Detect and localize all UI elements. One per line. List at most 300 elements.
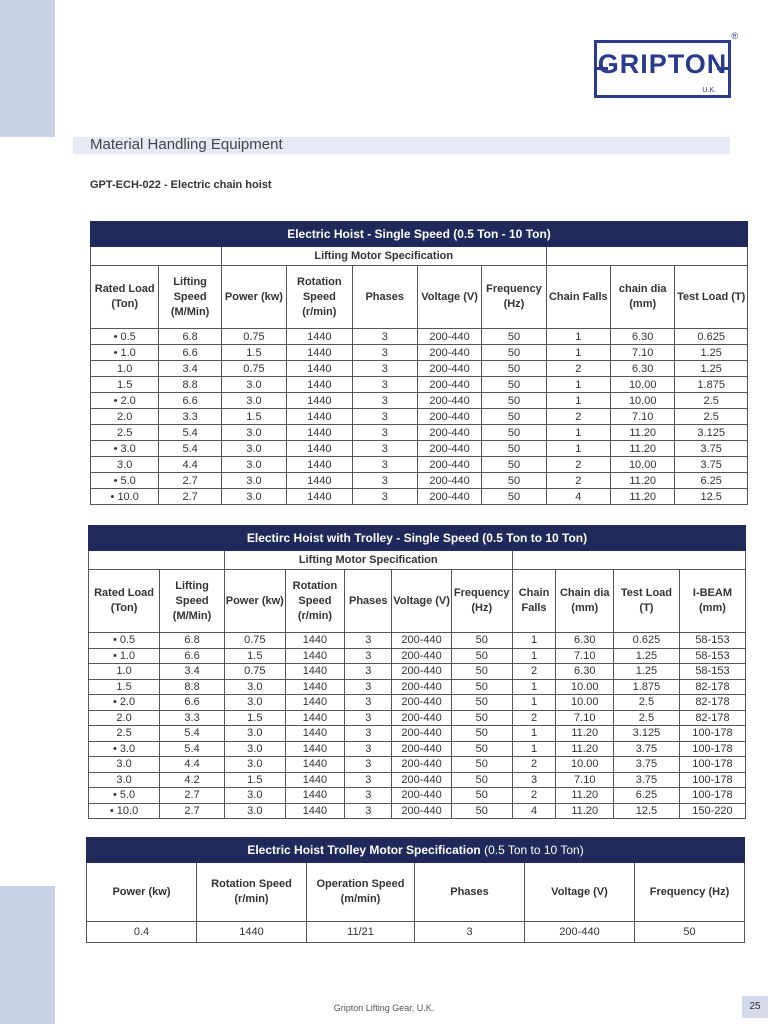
table-cell: 3 bbox=[345, 788, 392, 804]
column-header: Chain dia (mm) bbox=[556, 570, 614, 633]
page-number: 25 bbox=[742, 996, 768, 1018]
table-cell: 3.75 bbox=[675, 441, 748, 457]
table-cell: 200-440 bbox=[392, 679, 452, 695]
column-header: Rated Load (Ton) bbox=[89, 570, 160, 633]
table-cell: 6.25 bbox=[675, 473, 748, 489]
table-row bbox=[89, 726, 746, 742]
table-cell: 3.0 bbox=[224, 695, 285, 711]
table-cell: 0.75 bbox=[221, 361, 286, 377]
table-cell: 4 bbox=[546, 489, 610, 505]
table-cell: 2 bbox=[512, 757, 556, 773]
table-row bbox=[89, 710, 746, 726]
table-cell: 3 bbox=[352, 393, 417, 409]
table-row bbox=[91, 441, 748, 457]
table-cell: 5.4 bbox=[159, 425, 221, 441]
table-cell: 1.0 bbox=[89, 664, 160, 680]
table-cell: 1440 bbox=[285, 633, 345, 649]
table-cell: 1440 bbox=[287, 329, 352, 345]
table-cell: 4.4 bbox=[159, 457, 221, 473]
table-cell: 3.0 bbox=[89, 757, 160, 773]
column-header: Rotation Speed (r/min) bbox=[287, 266, 352, 329]
table-cell: 3 bbox=[345, 648, 392, 664]
table-cell: 200-440 bbox=[417, 473, 481, 489]
table-cell: 3.4 bbox=[159, 361, 221, 377]
table-cell: 200-440 bbox=[392, 741, 452, 757]
table-cell: 50 bbox=[482, 441, 546, 457]
table-cell: 5.4 bbox=[159, 441, 221, 457]
table-cell: 50 bbox=[451, 741, 512, 757]
column-header: I-BEAM (mm) bbox=[679, 570, 745, 633]
gripton-logo bbox=[594, 31, 738, 98]
column-header: Rated Load (Ton) bbox=[91, 266, 159, 329]
table-cell: 4.2 bbox=[160, 772, 225, 788]
table-cell: 200-440 bbox=[417, 393, 481, 409]
table-cell: • 1.0 bbox=[91, 345, 159, 361]
table-cell: 50 bbox=[451, 726, 512, 742]
table-cell: 6.6 bbox=[160, 695, 225, 711]
table-cell: 11.20 bbox=[611, 489, 675, 505]
table-cell: 1 bbox=[512, 726, 556, 742]
table-cell: 82-178 bbox=[679, 679, 745, 695]
table-cell: 2.7 bbox=[159, 489, 221, 505]
table-cell: 3.0 bbox=[224, 757, 285, 773]
table-cell: 3.75 bbox=[614, 757, 680, 773]
table-cell: 1.5 bbox=[224, 710, 285, 726]
table-cell: 7.10 bbox=[556, 772, 614, 788]
table-cell: • 2.0 bbox=[89, 695, 160, 711]
column-header: Test Load (T) bbox=[614, 570, 680, 633]
table-cell: 50 bbox=[451, 803, 512, 819]
column-header: Frequency (Hz) bbox=[451, 570, 512, 633]
logo-brand: GRIPTON bbox=[597, 49, 728, 79]
table-cell: 6.6 bbox=[159, 393, 221, 409]
table-cell: 2.5 bbox=[614, 710, 680, 726]
table-cell: 1.5 bbox=[91, 377, 159, 393]
table-cell: 3.3 bbox=[160, 710, 225, 726]
side-accent-top bbox=[0, 0, 55, 137]
table-cell: 1440 bbox=[287, 393, 352, 409]
table-cell: 1 bbox=[546, 441, 610, 457]
table-cell: 50 bbox=[451, 633, 512, 649]
table-cell: 200-440 bbox=[525, 922, 635, 943]
table-cell: 2 bbox=[546, 361, 610, 377]
table-cell: 3 bbox=[352, 329, 417, 345]
table-cell: 3.0 bbox=[221, 441, 286, 457]
table-cell: 1 bbox=[512, 695, 556, 711]
table-cell: 150-220 bbox=[679, 803, 745, 819]
table-cell: • 0.5 bbox=[89, 633, 160, 649]
table-cell: 11.20 bbox=[556, 803, 614, 819]
table-cell: 1.25 bbox=[614, 664, 680, 680]
table-cell: 200-440 bbox=[417, 329, 481, 345]
table-cell: 7.10 bbox=[611, 345, 675, 361]
table-cell: 100-178 bbox=[679, 757, 745, 773]
table-cell: 4 bbox=[512, 803, 556, 819]
table-cell: 3 bbox=[345, 710, 392, 726]
table-row bbox=[91, 489, 748, 505]
table-cell: 6.30 bbox=[556, 664, 614, 680]
single-speed-table bbox=[90, 221, 748, 505]
table-cell: 200-440 bbox=[417, 377, 481, 393]
spec-label: Lifting Motor Specification bbox=[224, 551, 512, 570]
table-cell: 0.625 bbox=[675, 329, 748, 345]
column-header: Power (kw) bbox=[87, 863, 197, 922]
table-cell: 50 bbox=[451, 710, 512, 726]
table-cell: 11.20 bbox=[611, 425, 675, 441]
table-title-main: Electric Hoist Trolley Motor Specification bbox=[247, 842, 481, 857]
table-cell: 3 bbox=[352, 441, 417, 457]
column-header: chain dia (mm) bbox=[611, 266, 675, 329]
table-cell: 3.0 bbox=[224, 741, 285, 757]
table-cell: 1 bbox=[546, 425, 610, 441]
table-cell: 1440 bbox=[285, 772, 345, 788]
table-cell: 2 bbox=[512, 664, 556, 680]
table-cell: 1 bbox=[512, 633, 556, 649]
table-cell: 200-440 bbox=[417, 441, 481, 457]
table-cell: 1 bbox=[512, 679, 556, 695]
table-cell: 58-153 bbox=[679, 633, 745, 649]
table-cell: 50 bbox=[451, 772, 512, 788]
column-header: Power (kw) bbox=[221, 266, 286, 329]
table-cell: 0.75 bbox=[224, 664, 285, 680]
table-cell: • 1.0 bbox=[89, 648, 160, 664]
table-cell: 50 bbox=[451, 679, 512, 695]
table-row bbox=[89, 741, 746, 757]
table-cell: 50 bbox=[482, 489, 546, 505]
table-cell: 1 bbox=[546, 393, 610, 409]
table-cell: 2 bbox=[546, 409, 610, 425]
table-cell: 3 bbox=[345, 772, 392, 788]
trolley-table bbox=[88, 525, 746, 819]
table-cell: 6.30 bbox=[611, 329, 675, 345]
table-row bbox=[89, 788, 746, 804]
table-cell: 11.20 bbox=[556, 726, 614, 742]
table-cell: 200-440 bbox=[392, 710, 452, 726]
table-cell: 10.00 bbox=[611, 393, 675, 409]
table-cell: 3 bbox=[352, 473, 417, 489]
table-row bbox=[89, 648, 746, 664]
table-cell: • 5.0 bbox=[89, 788, 160, 804]
table-cell: 1 bbox=[546, 377, 610, 393]
table-cell: 1.25 bbox=[675, 345, 748, 361]
column-header: Lifting Speed (M/Min) bbox=[160, 570, 225, 633]
footer-text: Gripton Lifting Gear, U.K. bbox=[333, 1003, 435, 1013]
table-cell: 1440 bbox=[197, 922, 307, 943]
section-title: Material Handling Equipment bbox=[90, 136, 283, 153]
table-row bbox=[91, 361, 748, 377]
product-code: GPT-ECH-022 - Electric chain hoist bbox=[90, 179, 272, 191]
table-cell: 11.20 bbox=[611, 473, 675, 489]
table-row bbox=[89, 664, 746, 680]
table-cell: 200-440 bbox=[392, 788, 452, 804]
table-cell: 2.7 bbox=[160, 788, 225, 804]
table-cell: 7.10 bbox=[611, 409, 675, 425]
table-cell: 3.0 bbox=[89, 772, 160, 788]
table-cell: 1 bbox=[512, 741, 556, 757]
table-row bbox=[87, 922, 745, 943]
table-cell: 1440 bbox=[287, 409, 352, 425]
table-cell: 3 bbox=[352, 377, 417, 393]
table-cell: 3.3 bbox=[159, 409, 221, 425]
table-cell: 1.25 bbox=[675, 361, 748, 377]
table-title: Electric Hoist - Single Speed (0.5 Ton - 10 Ton) bbox=[91, 222, 748, 247]
table-cell: 6.6 bbox=[160, 648, 225, 664]
table-cell: 50 bbox=[482, 361, 546, 377]
table-cell: 200-440 bbox=[392, 664, 452, 680]
table-cell: 3 bbox=[352, 345, 417, 361]
table-cell: 3.125 bbox=[614, 726, 680, 742]
table-cell: 8.8 bbox=[159, 377, 221, 393]
table-cell: 1440 bbox=[285, 710, 345, 726]
table-cell: 3.75 bbox=[614, 772, 680, 788]
table-cell: • 10.0 bbox=[91, 489, 159, 505]
table-cell: 6.30 bbox=[611, 361, 675, 377]
column-header: Voltage (V) bbox=[417, 266, 481, 329]
table-cell: 1440 bbox=[287, 457, 352, 473]
table-cell: 2.5 bbox=[614, 695, 680, 711]
table-cell: 100-178 bbox=[679, 772, 745, 788]
table-cell: 1.5 bbox=[221, 409, 286, 425]
logo-registered: ® bbox=[731, 31, 738, 41]
table-cell: • 0.5 bbox=[91, 329, 159, 345]
logo-sub: U.K. bbox=[702, 87, 716, 94]
table-cell: 50 bbox=[482, 457, 546, 473]
table-cell: 2.5 bbox=[675, 393, 748, 409]
table-cell: 1440 bbox=[285, 664, 345, 680]
table-cell: 12.5 bbox=[614, 803, 680, 819]
table-cell: 3 bbox=[345, 679, 392, 695]
table-cell: 50 bbox=[482, 425, 546, 441]
table-cell: 1440 bbox=[287, 361, 352, 377]
table-cell: 200-440 bbox=[392, 803, 452, 819]
table-row bbox=[91, 393, 748, 409]
table-row bbox=[89, 633, 746, 649]
table-cell: 5.4 bbox=[160, 726, 225, 742]
table-cell: 1 bbox=[512, 648, 556, 664]
table-cell: 11.20 bbox=[556, 788, 614, 804]
table-cell: 100-178 bbox=[679, 788, 745, 804]
table-cell: 3 bbox=[345, 664, 392, 680]
table-cell: 1440 bbox=[287, 377, 352, 393]
table-cell: 50 bbox=[451, 664, 512, 680]
table-cell: 6.6 bbox=[159, 345, 221, 361]
table-row bbox=[89, 757, 746, 773]
table-cell: 2.5 bbox=[675, 409, 748, 425]
table-cell: • 3.0 bbox=[91, 441, 159, 457]
table-cell: 1.0 bbox=[91, 361, 159, 377]
table-cell: 3.0 bbox=[221, 393, 286, 409]
table-cell: 200-440 bbox=[392, 772, 452, 788]
table-cell: 1440 bbox=[285, 803, 345, 819]
table-cell: • 5.0 bbox=[91, 473, 159, 489]
table-cell: 58-153 bbox=[679, 648, 745, 664]
table-cell: 10.00 bbox=[556, 679, 614, 695]
table-header-row bbox=[87, 863, 745, 922]
table-header-row bbox=[91, 266, 748, 329]
table-cell: • 3.0 bbox=[89, 741, 160, 757]
table-cell: 2.0 bbox=[91, 409, 159, 425]
table-cell: 1440 bbox=[285, 679, 345, 695]
table-cell: 6.8 bbox=[159, 329, 221, 345]
table-cell: 3.0 bbox=[224, 803, 285, 819]
table-cell: 3 bbox=[345, 741, 392, 757]
table-cell: 1440 bbox=[285, 695, 345, 711]
table-cell: 8.8 bbox=[160, 679, 225, 695]
table-cell: 1.875 bbox=[675, 377, 748, 393]
table-cell: 6.25 bbox=[614, 788, 680, 804]
table-cell: 200-440 bbox=[392, 648, 452, 664]
table-cell: 1440 bbox=[287, 345, 352, 361]
column-header: Chain Falls bbox=[512, 570, 556, 633]
table-cell: 1440 bbox=[287, 473, 352, 489]
table-cell: 3.4 bbox=[160, 664, 225, 680]
table-cell: 3.0 bbox=[91, 457, 159, 473]
table-cell: 3.0 bbox=[224, 726, 285, 742]
table-row bbox=[91, 409, 748, 425]
table-title-range: (0.5 Ton to 10 Ton) bbox=[480, 842, 584, 857]
table-cell: 12.5 bbox=[675, 489, 748, 505]
table-cell: 200-440 bbox=[417, 425, 481, 441]
table-title: Electirc Hoist with Trolley - Single Speed (0.5 Ton to 10 Ton) bbox=[89, 526, 746, 551]
table-cell: 3 bbox=[352, 425, 417, 441]
table-cell: 2.5 bbox=[91, 425, 159, 441]
section-header bbox=[73, 137, 730, 154]
table-cell: 1440 bbox=[285, 788, 345, 804]
table-row bbox=[91, 473, 748, 489]
table-cell: 1.5 bbox=[221, 345, 286, 361]
table-cell: 3 bbox=[345, 695, 392, 711]
column-header: Rotation Speed (r/min) bbox=[285, 570, 345, 633]
table-cell: 3.0 bbox=[221, 377, 286, 393]
table-row bbox=[91, 329, 748, 345]
table-cell: 1440 bbox=[285, 741, 345, 757]
table-cell: 200-440 bbox=[417, 457, 481, 473]
table-row bbox=[89, 803, 746, 819]
table-cell: 50 bbox=[635, 922, 745, 943]
table-cell: 3 bbox=[352, 409, 417, 425]
table-row bbox=[89, 772, 746, 788]
column-header: Test Load (T) bbox=[675, 266, 748, 329]
table-cell: 10.00 bbox=[611, 457, 675, 473]
table-cell: 1440 bbox=[285, 757, 345, 773]
table-cell: 200-440 bbox=[417, 345, 481, 361]
table-cell: 200-440 bbox=[392, 695, 452, 711]
table-row bbox=[91, 457, 748, 473]
table-cell: 3 bbox=[345, 633, 392, 649]
column-header: Power (kw) bbox=[224, 570, 285, 633]
column-header: Phases bbox=[415, 863, 525, 922]
table-cell: 50 bbox=[482, 409, 546, 425]
table-cell: 3 bbox=[352, 457, 417, 473]
column-header: Operation Speed (m/min) bbox=[307, 863, 415, 922]
table-row bbox=[89, 679, 746, 695]
table-cell: 2.7 bbox=[159, 473, 221, 489]
table-cell: 3 bbox=[345, 757, 392, 773]
table-cell: 3.0 bbox=[224, 679, 285, 695]
table-cell: 3.125 bbox=[675, 425, 748, 441]
table-cell: 58-153 bbox=[679, 664, 745, 680]
table-cell: 4.4 bbox=[160, 757, 225, 773]
column-header: Phases bbox=[345, 570, 392, 633]
column-header: Rotation Speed (r/min) bbox=[197, 863, 307, 922]
table-row bbox=[91, 425, 748, 441]
table-cell: 82-178 bbox=[679, 710, 745, 726]
table-cell: 6.8 bbox=[160, 633, 225, 649]
column-header: Lifting Speed (M/Min) bbox=[159, 266, 221, 329]
table-cell: 0.625 bbox=[614, 633, 680, 649]
column-header: Voltage (V) bbox=[525, 863, 635, 922]
table-cell: 200-440 bbox=[417, 361, 481, 377]
table-title bbox=[87, 838, 745, 863]
table-cell: 11/21 bbox=[307, 922, 415, 943]
table-cell: 1.875 bbox=[614, 679, 680, 695]
table-cell: 3 bbox=[345, 726, 392, 742]
table-cell: 200-440 bbox=[417, 409, 481, 425]
column-header: Chain Falls bbox=[546, 266, 610, 329]
table-cell: 1.5 bbox=[89, 679, 160, 695]
table-cell: 50 bbox=[482, 345, 546, 361]
table-cell: 0.4 bbox=[87, 922, 197, 943]
table-cell: 82-178 bbox=[679, 695, 745, 711]
table-cell: 2.5 bbox=[89, 726, 160, 742]
table-row bbox=[91, 345, 748, 361]
table-cell: 3 bbox=[352, 489, 417, 505]
table-cell: 50 bbox=[482, 473, 546, 489]
table-cell: 3.0 bbox=[221, 457, 286, 473]
table-cell: 1 bbox=[546, 345, 610, 361]
table-cell: 10.00 bbox=[556, 757, 614, 773]
table-cell: 1440 bbox=[285, 726, 345, 742]
table-cell: • 10.0 bbox=[89, 803, 160, 819]
table-cell: 50 bbox=[482, 329, 546, 345]
table-cell: 1.25 bbox=[614, 648, 680, 664]
table-cell: 5.4 bbox=[160, 741, 225, 757]
table-cell: 50 bbox=[451, 788, 512, 804]
table-cell: 2 bbox=[546, 473, 610, 489]
column-header: Frequency (Hz) bbox=[635, 863, 745, 922]
table-cell: 2.7 bbox=[160, 803, 225, 819]
table-cell: 3 bbox=[415, 922, 525, 943]
table-cell: 3.75 bbox=[614, 741, 680, 757]
column-header: Frequency (Hz) bbox=[482, 266, 546, 329]
table-header-row bbox=[89, 570, 746, 633]
table-cell: 2.0 bbox=[89, 710, 160, 726]
table-cell: 3.0 bbox=[224, 788, 285, 804]
table-cell: 11.20 bbox=[556, 741, 614, 757]
table-cell: 2 bbox=[546, 457, 610, 473]
table-cell: 7.10 bbox=[556, 710, 614, 726]
table-cell: 50 bbox=[451, 757, 512, 773]
table-cell: 0.75 bbox=[224, 633, 285, 649]
table-cell: 200-440 bbox=[417, 489, 481, 505]
table-cell: 100-178 bbox=[679, 741, 745, 757]
table-cell: 2 bbox=[512, 710, 556, 726]
table-cell: 10.00 bbox=[556, 695, 614, 711]
table-cell: 3.75 bbox=[675, 457, 748, 473]
table-row bbox=[91, 377, 748, 393]
table-cell: 1440 bbox=[287, 441, 352, 457]
table-cell: 3 bbox=[352, 361, 417, 377]
table-cell: 11.20 bbox=[611, 441, 675, 457]
table-cell: 1440 bbox=[287, 489, 352, 505]
table-cell: • 2.0 bbox=[91, 393, 159, 409]
table-row bbox=[89, 695, 746, 711]
trolley-motor-table bbox=[86, 837, 745, 943]
table-cell: 200-440 bbox=[392, 726, 452, 742]
table-cell: 0.75 bbox=[221, 329, 286, 345]
table-cell: 7.10 bbox=[556, 648, 614, 664]
column-header: Voltage (V) bbox=[392, 570, 452, 633]
